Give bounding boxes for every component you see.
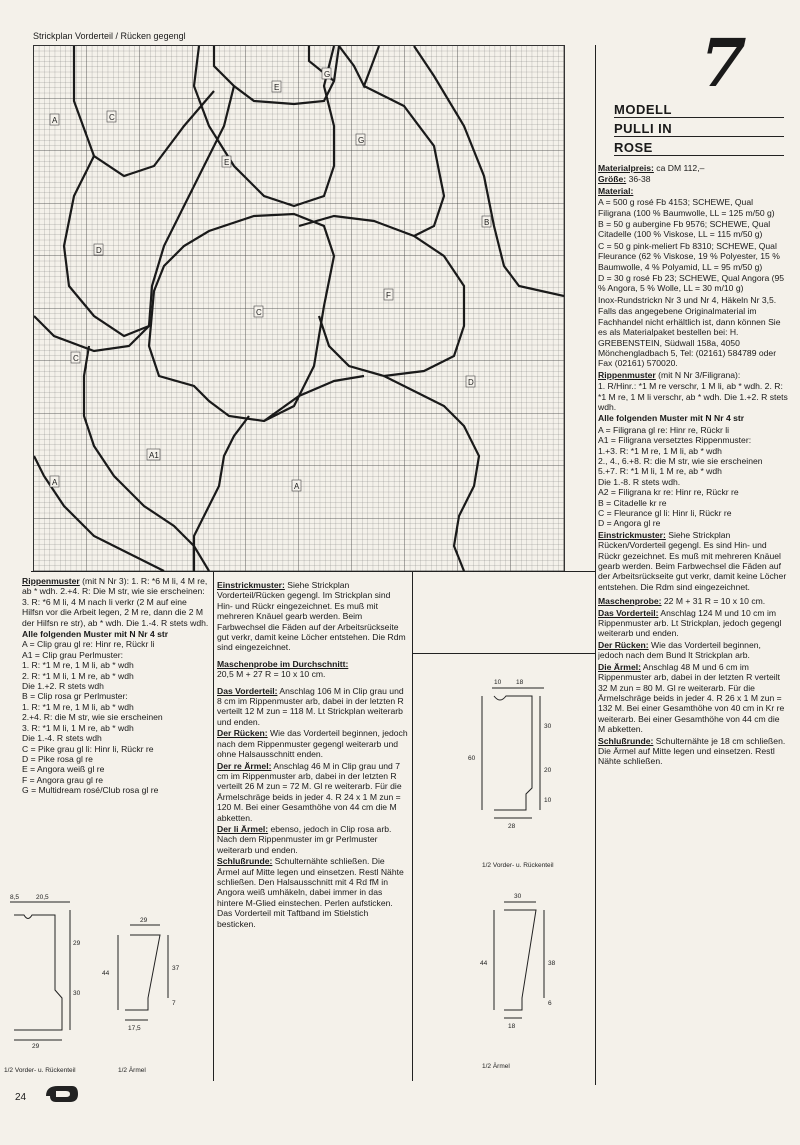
label: Einstrickmuster: <box>217 580 285 590</box>
dimension-label: 29 <box>32 1043 40 1050</box>
dim-lines <box>482 688 544 1018</box>
dimension-label: 7 <box>172 1000 176 1007</box>
label: Materialpreis: <box>598 163 654 173</box>
label: Maschenprobe im Durchschnitt: <box>217 658 349 669</box>
pattern-line: 1. R: *1 M re, 1 M li, ab * wdh <box>22 660 134 671</box>
schematic-caption: 1/2 Vorder- u. Rückenteil <box>482 862 554 869</box>
pattern-line: F = Angora grau gl re <box>22 774 103 785</box>
divider <box>412 571 413 1081</box>
chart-letter: C <box>73 354 79 363</box>
chart-letter: C <box>256 308 262 317</box>
material-line: Inox-Rundstrickn Nr 3 und Nr 4, Häkeln Nr 3,5. <box>598 294 777 305</box>
pattern-line: 2. R: *1 M li, 1 M re, ab * wdh <box>22 670 134 681</box>
label: Die Ärmel: <box>598 661 641 672</box>
left-schematics <box>0 880 212 1080</box>
dimension-label: 29 <box>140 917 148 924</box>
chart-letter: F <box>386 291 391 300</box>
pattern-line: B = Clip rosa gr Perlmuster: <box>22 691 128 702</box>
dimension-label: 20,5 <box>36 894 49 901</box>
chart-letter-marker <box>94 244 103 255</box>
dimension-label: 8,5 <box>10 894 20 901</box>
material-line: D = 30 g rosé Fb 23; SCHEWE, Qual Angora (95 % Angora, 5 % Wolle, LL = 30 m/10 g) <box>598 273 785 294</box>
chart-letter: G <box>324 70 331 79</box>
dimension-label: 30 <box>73 990 81 997</box>
value: Anschlag 46 M in Clip grau und 7 cm im Rippenmuster arb, dabei in der letzten R verteilt 26 M zun = 72 M. Gl re weiterarb. Für die Ärmelschräge beids in jeder 4. R 24 x 1 M zun = 120 M. Bei einer Gesamthöhe von 44 cm die M abketten. <box>217 760 402 823</box>
label: Einstrickmuster: <box>598 529 666 540</box>
label: Alle folgenden Muster mit N Nr 4 str <box>22 629 169 640</box>
right-schematics <box>414 660 594 1080</box>
chart-letter-marker <box>71 352 80 363</box>
label: Rippenmuster <box>22 576 80 586</box>
dimension-label: 18 <box>508 1023 516 1030</box>
value: Wie das Vorderteil beginnen, jedoch nach dem Bund lt Strickplan arb. <box>598 639 761 661</box>
chart-letter: G <box>358 136 365 145</box>
knitting-chart-svg <box>34 46 564 571</box>
rippen-line: 1. R/Hinr.: *1 M re verschr, 1 M li, ab * wdh. 2. R: *1 M re, 1 M li verschr, ab * wdh. Die 1.+2. R stets wdh. <box>598 381 788 412</box>
label: Rippenmuster <box>598 369 656 380</box>
value: Schulternähte schließen. Die Ärmel auf Mitte legen und einsetzen. Restl Nähte schließen. Den Halsausschnitt mit 4 Rd fM in Angora weiß umhäkeln, dabei immer in das hintere M-Glied einstechen. Perlen aufsticken. Das Vorderteil mit Taftband im Stielstich besticken. <box>217 856 404 929</box>
sleeve-outline <box>125 935 160 1010</box>
label: Das Vorderteil: <box>598 607 659 618</box>
label: Das Vorderteil: <box>217 685 278 696</box>
divider <box>213 571 214 1081</box>
value: 22 M + 31 R = 10 x 10 cm. <box>663 596 766 607</box>
label: Schlußrunde: <box>217 856 273 867</box>
title-rule <box>692 155 784 156</box>
sleeve-outline <box>504 910 536 1010</box>
pattern-line: 5.+7. R: *1 M li, 1 M re, ab * wdh <box>598 466 722 477</box>
right-column-text <box>598 163 788 833</box>
model-title-line2: PULLI IN <box>614 121 692 137</box>
chart-letter-marker <box>222 156 231 167</box>
value: Anschlag 124 M und 10 cm im Rippenmuster arb. Lt Strickplan, jedoch gegengl weiterarb und enden. <box>598 607 782 639</box>
dimension-label: 20 <box>544 767 552 774</box>
chart-letter: D <box>468 378 474 387</box>
dimension-label: 28 <box>508 823 516 830</box>
material-line: Falls das angegebene Originalmaterial im Fachhandel nicht erhältlich ist, dann können Sie es als Materialpaket bestellen bei: H. GREBENSTEIN, Südwall 158a, 4050 Mönchengladbach 5, Tel: (02161) 584789 oder Fax (02161) 570020. <box>598 306 781 369</box>
publisher-logo-icon <box>42 1082 82 1110</box>
value: (mit N Nr 3/Filigrana): <box>658 369 741 380</box>
pattern-line: Die 1.-4. R stets wdh <box>22 733 102 744</box>
pattern-line: D = Angora gl re <box>598 518 661 529</box>
chart-letter-marker <box>322 68 331 79</box>
value: Anschlag 48 M und 6 cm im Rippenmuster arb, dabei in der letzten R verteilt 32 M zun = 80 M. Gl re weiterarb. Für die Ärmelschräge beids in jeder 4. R 26 x 1 M zun = 132 M. Bei einer Gesamthöhe von 40 cm in Kr re weiterarb. Bei einer Gesamthöhe von 44 cm die M abketten. <box>598 661 785 735</box>
dimension-label: 60 <box>468 755 476 762</box>
dimension-label: 37 <box>172 965 180 972</box>
chart-letter-marker <box>50 476 59 487</box>
pattern-line: 2., 4., 6.+8. R: die M str, wie sie erscheinen <box>598 455 763 466</box>
pattern-line: 2.+4. R: die M str, wie sie erscheinen <box>22 712 163 723</box>
chart-title: Strickplan Vorderteil / Rücken gegengl <box>33 31 186 41</box>
pattern-line: C = Pike grau gl li: Hinr li, Rückr re <box>22 743 154 754</box>
schematic-caption: 1/2 Ärmel <box>118 1067 146 1074</box>
chart-letter: E <box>224 158 230 167</box>
chart-letter: A <box>52 478 58 487</box>
dimension-label: 44 <box>102 970 110 977</box>
label: Der li Ärmel: <box>217 823 269 834</box>
value: Schulternähte je 18 cm schließen. Die Ärmel auf Mitte legen und einsetzen. Restl Nähte schließen. <box>598 735 786 767</box>
schematic-caption: 1/2 Ärmel <box>482 1063 510 1070</box>
pattern-line: E = Angora weiß gl re <box>22 764 105 775</box>
model-number: 7 <box>691 24 755 102</box>
pattern-line: A = Clip grau gl re: Hinr re, Rückr li <box>22 639 155 650</box>
label: Der Rücken: <box>217 728 268 739</box>
dimension-label: 10 <box>494 679 502 686</box>
dimension-label: 38 <box>548 960 556 967</box>
dimension-label: 44 <box>480 960 488 967</box>
dimension-label: 30 <box>544 723 552 730</box>
value: Anschlag 106 M in Clip grau und 8 cm im Rippenmuster arb, dabei in der letzten R verteilt 12 M zun = 118 M. Lt Strickplan weiterarb und enden. <box>217 685 404 727</box>
dimension-label: 6 <box>548 1000 552 1007</box>
chart-letter-marker <box>272 81 281 92</box>
label: Der Rücken: <box>598 639 649 650</box>
page-number: 24 <box>15 1092 27 1103</box>
pattern-line: 3. R: *1 M li, 1 M re, ab * wdh <box>22 722 134 733</box>
value: ebenso, jedoch in Clip rosa arb. Nach dem Rippenmuster im gr Perlmuster weiterarb und enden. <box>217 823 392 855</box>
dimension-label: 18 <box>516 679 524 686</box>
label: Schlußrunde: <box>598 735 654 746</box>
pattern-line: A = Filigrana gl re: Hinr re, Rückr li <box>598 424 730 435</box>
label: Material: <box>598 185 634 196</box>
chart-letter-marker <box>356 134 365 145</box>
label: Der re Ärmel: <box>217 760 272 771</box>
chart-letter: A1 <box>149 451 159 460</box>
middle-column-text <box>217 580 408 1080</box>
value: Wie das Vorderteil beginnen, jedoch nach dem Rippenmuster gegengl weiterarb und ohne Halsausschnitt enden. <box>217 728 408 760</box>
label: Größe: <box>598 174 627 185</box>
value: (mit N Nr 3): 1. R: *6 M li, 4 M re, ab * wdh. 2.+4. R: Die M str, wie sie erscheinen: 3. R: *6 M li, 4 M nach li verkr (2 M auf eine Hilfsn vor die Arbeit legen, 2 M re, dann die 2 M der Hilfsn re str), ab * wdh. Die 1.-4. R stets wdh. <box>22 576 209 628</box>
dimension-label: 29 <box>73 940 81 947</box>
pattern-line: A2 = Filigrana kr re: Hinr re, Rückr re <box>598 487 739 498</box>
chart-letter-marker <box>466 376 475 387</box>
pattern-line: B = Citadelle kr re <box>598 497 667 508</box>
value: ca DM 112,– <box>656 163 705 173</box>
schematic-caption: 1/2 Vorder- u. Rückenteil <box>4 1067 76 1074</box>
value: Siehe Strickplan Rücken/Vorderteil gegengl. Es sind Hin- und Rückr gezeichnet. Es muß mit mehreren Knäuel gearb werden. Beim Farbwechsel die Fäden auf der Arbeitsrückseite gut verkr, damit keine Löcher entstehen. Die Rdm sind eingezeichnet. <box>598 529 787 592</box>
chart-letter-marker <box>147 449 160 460</box>
label: Alle folgenden Muster mit N Nr 4 str <box>598 413 745 424</box>
chart-letter-marker <box>50 114 59 125</box>
pattern-line: D = Pike rosa gl re <box>22 753 93 764</box>
chart-letter: B <box>484 218 490 227</box>
dimension-label: 30 <box>514 893 522 900</box>
title-rule <box>692 117 784 118</box>
left-column-text <box>22 576 210 891</box>
divider <box>412 653 595 654</box>
material-line: B = 50 g aubergine Fb 9576; SCHEWE, Qual Citadelle (100 % Viskose, LL = 115 m/50 g) <box>598 219 771 240</box>
pattern-line: 1. R: *1 M re, 1 M li, ab * wdh <box>22 701 134 712</box>
value: 36-38 <box>628 174 651 185</box>
pattern-line: C = Fleurance gl li: Hinr li, Rückr re <box>598 508 732 518</box>
divider <box>31 571 595 572</box>
value: Siehe Strickplan Vorderteil/Rücken gegengl. Im Strickplan sind Hin- und Rückr eingezeichnet. Es muß mit mehreren Knäuel gearb werden. Beim Farbwechsel die Fäden auf der Arbeitsrückseite gut verkr, damit keine Löcher entstehen. Die Rdm sind eingezeichnet. <box>217 580 406 653</box>
chart-letter-marker <box>292 480 301 491</box>
chart-letter: A <box>294 482 300 491</box>
pattern-line: Die 1.+2. R stets wdh <box>22 681 104 692</box>
body-outline <box>14 915 62 1030</box>
dimension-label: 10 <box>544 797 552 804</box>
chart-letter-marker <box>384 289 393 300</box>
label: Maschenprobe: <box>598 596 662 607</box>
dimension-label: 17,5 <box>128 1025 141 1032</box>
pattern-line: 1.+3. R: *1 M re, 1 M li, ab * wdh <box>598 445 722 456</box>
value: 20,5 M + 27 R = 10 x 10 cm. <box>217 669 326 680</box>
body-outline <box>494 696 532 810</box>
pattern-line: G = Multidream rosé/Club rosa gl re <box>22 785 159 796</box>
model-title-line3: ROSE <box>614 140 692 156</box>
chart-letter: A <box>52 116 58 125</box>
divider <box>595 45 596 1085</box>
model-title-line1: MODELL <box>614 102 692 118</box>
material-line: C = 50 g pink-meliert Fb 8310; SCHEWE, Qual Fleurance (62 % Viskose, 19 % Polyester, 15 % Baumwolle, 4 % Polyamid, LL = 95 m/50 g) <box>598 240 780 272</box>
chart-letter: D <box>96 246 102 255</box>
pattern-line: A1 = Filigrana versetztes Rippenmuster: <box>598 435 752 446</box>
chart-letter-marker <box>482 216 491 227</box>
pattern-line: A1 = Clip grau Perlmuster: <box>22 649 124 660</box>
title-rule <box>692 136 784 137</box>
knitting-chart <box>33 45 565 572</box>
chart-letter-marker <box>107 111 116 122</box>
chart-letter: C <box>109 113 115 122</box>
chart-letter-marker <box>254 306 263 317</box>
material-line: A = 500 g rosé Fb 4153; SCHEWE, Qual Filigrana (100 % Baumwolle, LL = 125 m/50 g) <box>598 197 775 218</box>
pattern-line: Die 1.-8. R stets wdh. <box>598 476 681 487</box>
chart-letter: E <box>274 83 280 92</box>
